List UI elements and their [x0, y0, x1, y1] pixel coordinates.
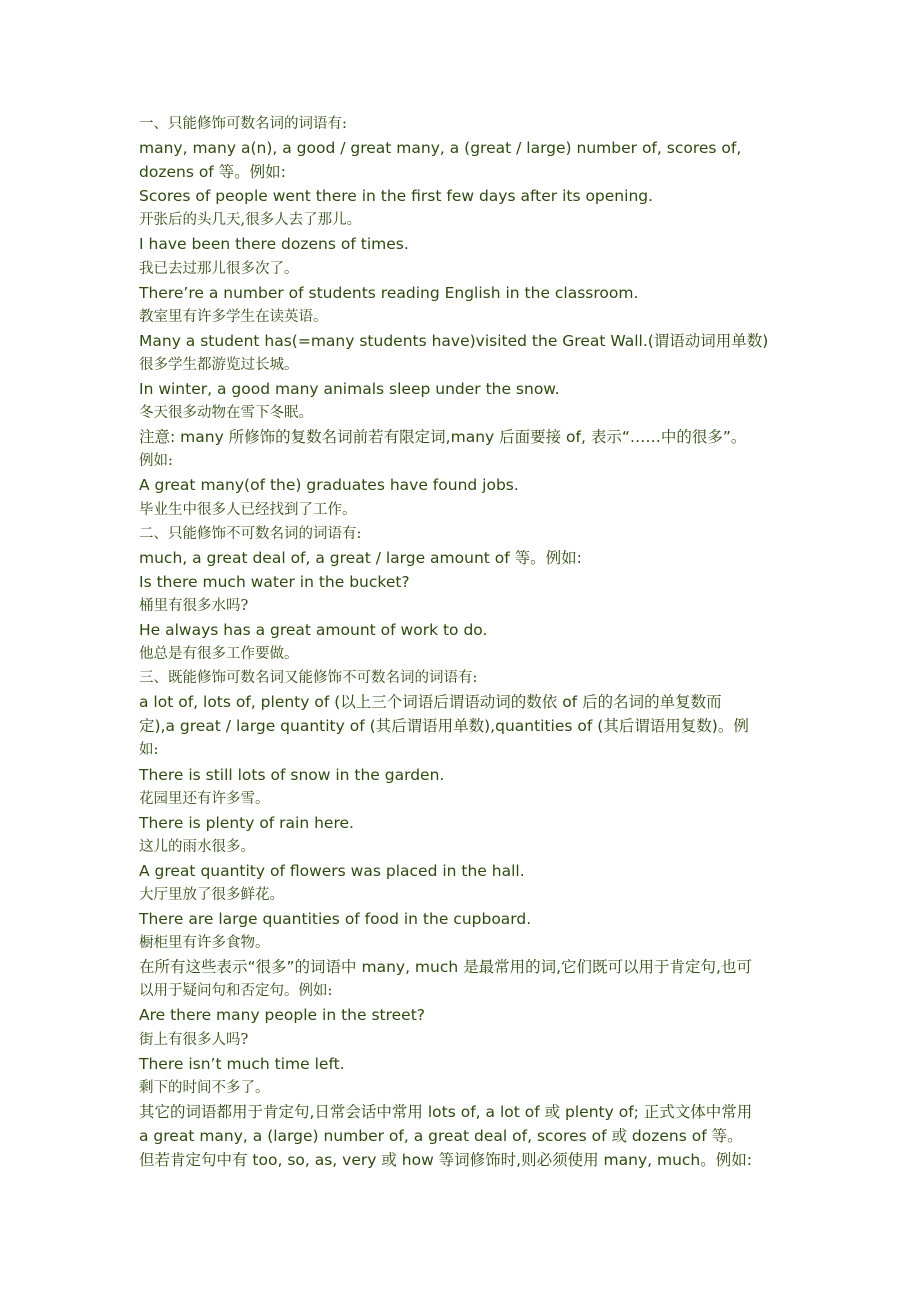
translation-line: 冬天很多动物在雪下冬眠。: [139, 405, 313, 422]
document-body: [139, 112, 794, 1172]
translation-line: 剩下的时间不多了。: [139, 1079, 270, 1096]
text-line: 如:: [139, 742, 159, 759]
translation-line: 很多学生都游览过长城。: [139, 356, 299, 373]
example-sentence: There isn’t much time left.: [139, 1054, 345, 1073]
text-line: a great many, a (large) number of, a great deal of, scores of 或 dozens of 等。: [139, 1126, 743, 1145]
text-line: much, a great deal of, a great / large amount of 等。例如:: [139, 548, 582, 567]
translation-line: 他总是有很多工作要做。: [139, 646, 299, 663]
translation-line: 花园里还有许多雪。: [139, 790, 270, 807]
text-line: 但若肯定句中有 too, so, as, very 或 how 等词修饰时,则必须使用 many, much。例如:: [139, 1151, 752, 1170]
translation-line: 街上有很多人吗?: [139, 1031, 249, 1048]
text-line: 定),a great / large quantity of (其后谓语用单数),quantities of (其后谓语用复数)。例: [139, 717, 749, 736]
translation-line: 毕业生中很多人已经找到了工作。: [139, 501, 357, 518]
example-sentence: There is still lots of snow in the garden.: [139, 765, 445, 784]
translation-line: 开张后的头几天,很多人去了那儿。: [139, 212, 362, 229]
example-sentence: In winter, a good many animals sleep under the snow.: [139, 380, 560, 399]
example-sentence: A great many(of the) graduates have found jobs.: [139, 476, 519, 495]
translation-line: 这儿的雨水很多。: [139, 838, 255, 855]
example-sentence: Many a student has(=many students have)visited the Great Wall.(谓语动词用单数): [139, 331, 769, 350]
translation-line: 我已去过那儿很多次了。: [139, 260, 299, 277]
translation-line: 橱柜里有许多食物。: [139, 935, 270, 952]
example-sentence: There are large quantities of food in the cupboard.: [139, 910, 532, 929]
text-line: many, many a(n), a good / great many, a (great / large) number of, scores of,: [139, 139, 742, 158]
text-line: a lot of, lots of, plenty of (以上三个词语后谓语动词的数依 of 后的名词的单复数而: [139, 693, 722, 712]
text-line: 以用于疑问句和否定句。例如:: [139, 983, 333, 1000]
example-sentence: He always has a great amount of work to do.: [139, 620, 488, 639]
example-sentence: Scores of people went there in the first few days after its opening.: [139, 187, 654, 206]
section-heading: 二、只能修饰不可数名词的词语有:: [139, 525, 362, 542]
text-line: 其它的词语都用于肯定句,日常会话中常用 lots of, a lot of 或 plenty of; 正式文体中常用: [139, 1102, 753, 1121]
example-sentence: There’re a number of students reading English in the classroom.: [139, 283, 639, 302]
example-sentence: There is plenty of rain here.: [139, 813, 354, 832]
translation-line: 大厅里放了很多鲜花。: [139, 887, 284, 903]
text-line: dozens of 等。例如:: [139, 163, 286, 182]
example-sentence: A great quantity of flowers was placed in the hall.: [139, 861, 525, 880]
note-line: 注意: many 所修饰的复数名词前若有限定词,many 后面要接 of, 表示“……中的很多”。: [139, 428, 747, 447]
translation-line: 教室里有许多学生在读英语。: [139, 308, 328, 325]
text-line: 例如:: [139, 453, 173, 470]
example-sentence: Is there much water in the bucket?: [139, 572, 410, 591]
example-sentence: I have been there dozens of times.: [139, 235, 409, 254]
translation-line: 桶里有很多水吗?: [139, 597, 249, 614]
text-line: 在所有这些表示“很多”的词语中 many, much 是最常用的词,它们既可以用于肯定句,也可: [139, 958, 752, 977]
example-sentence: Are there many people in the street?: [139, 1006, 426, 1025]
section-heading: 三、既能修饰可数名词又能修饰不可数名词的词语有:: [139, 670, 478, 687]
section-heading: 一、只能修饰可数名词的词语有:: [139, 116, 347, 132]
